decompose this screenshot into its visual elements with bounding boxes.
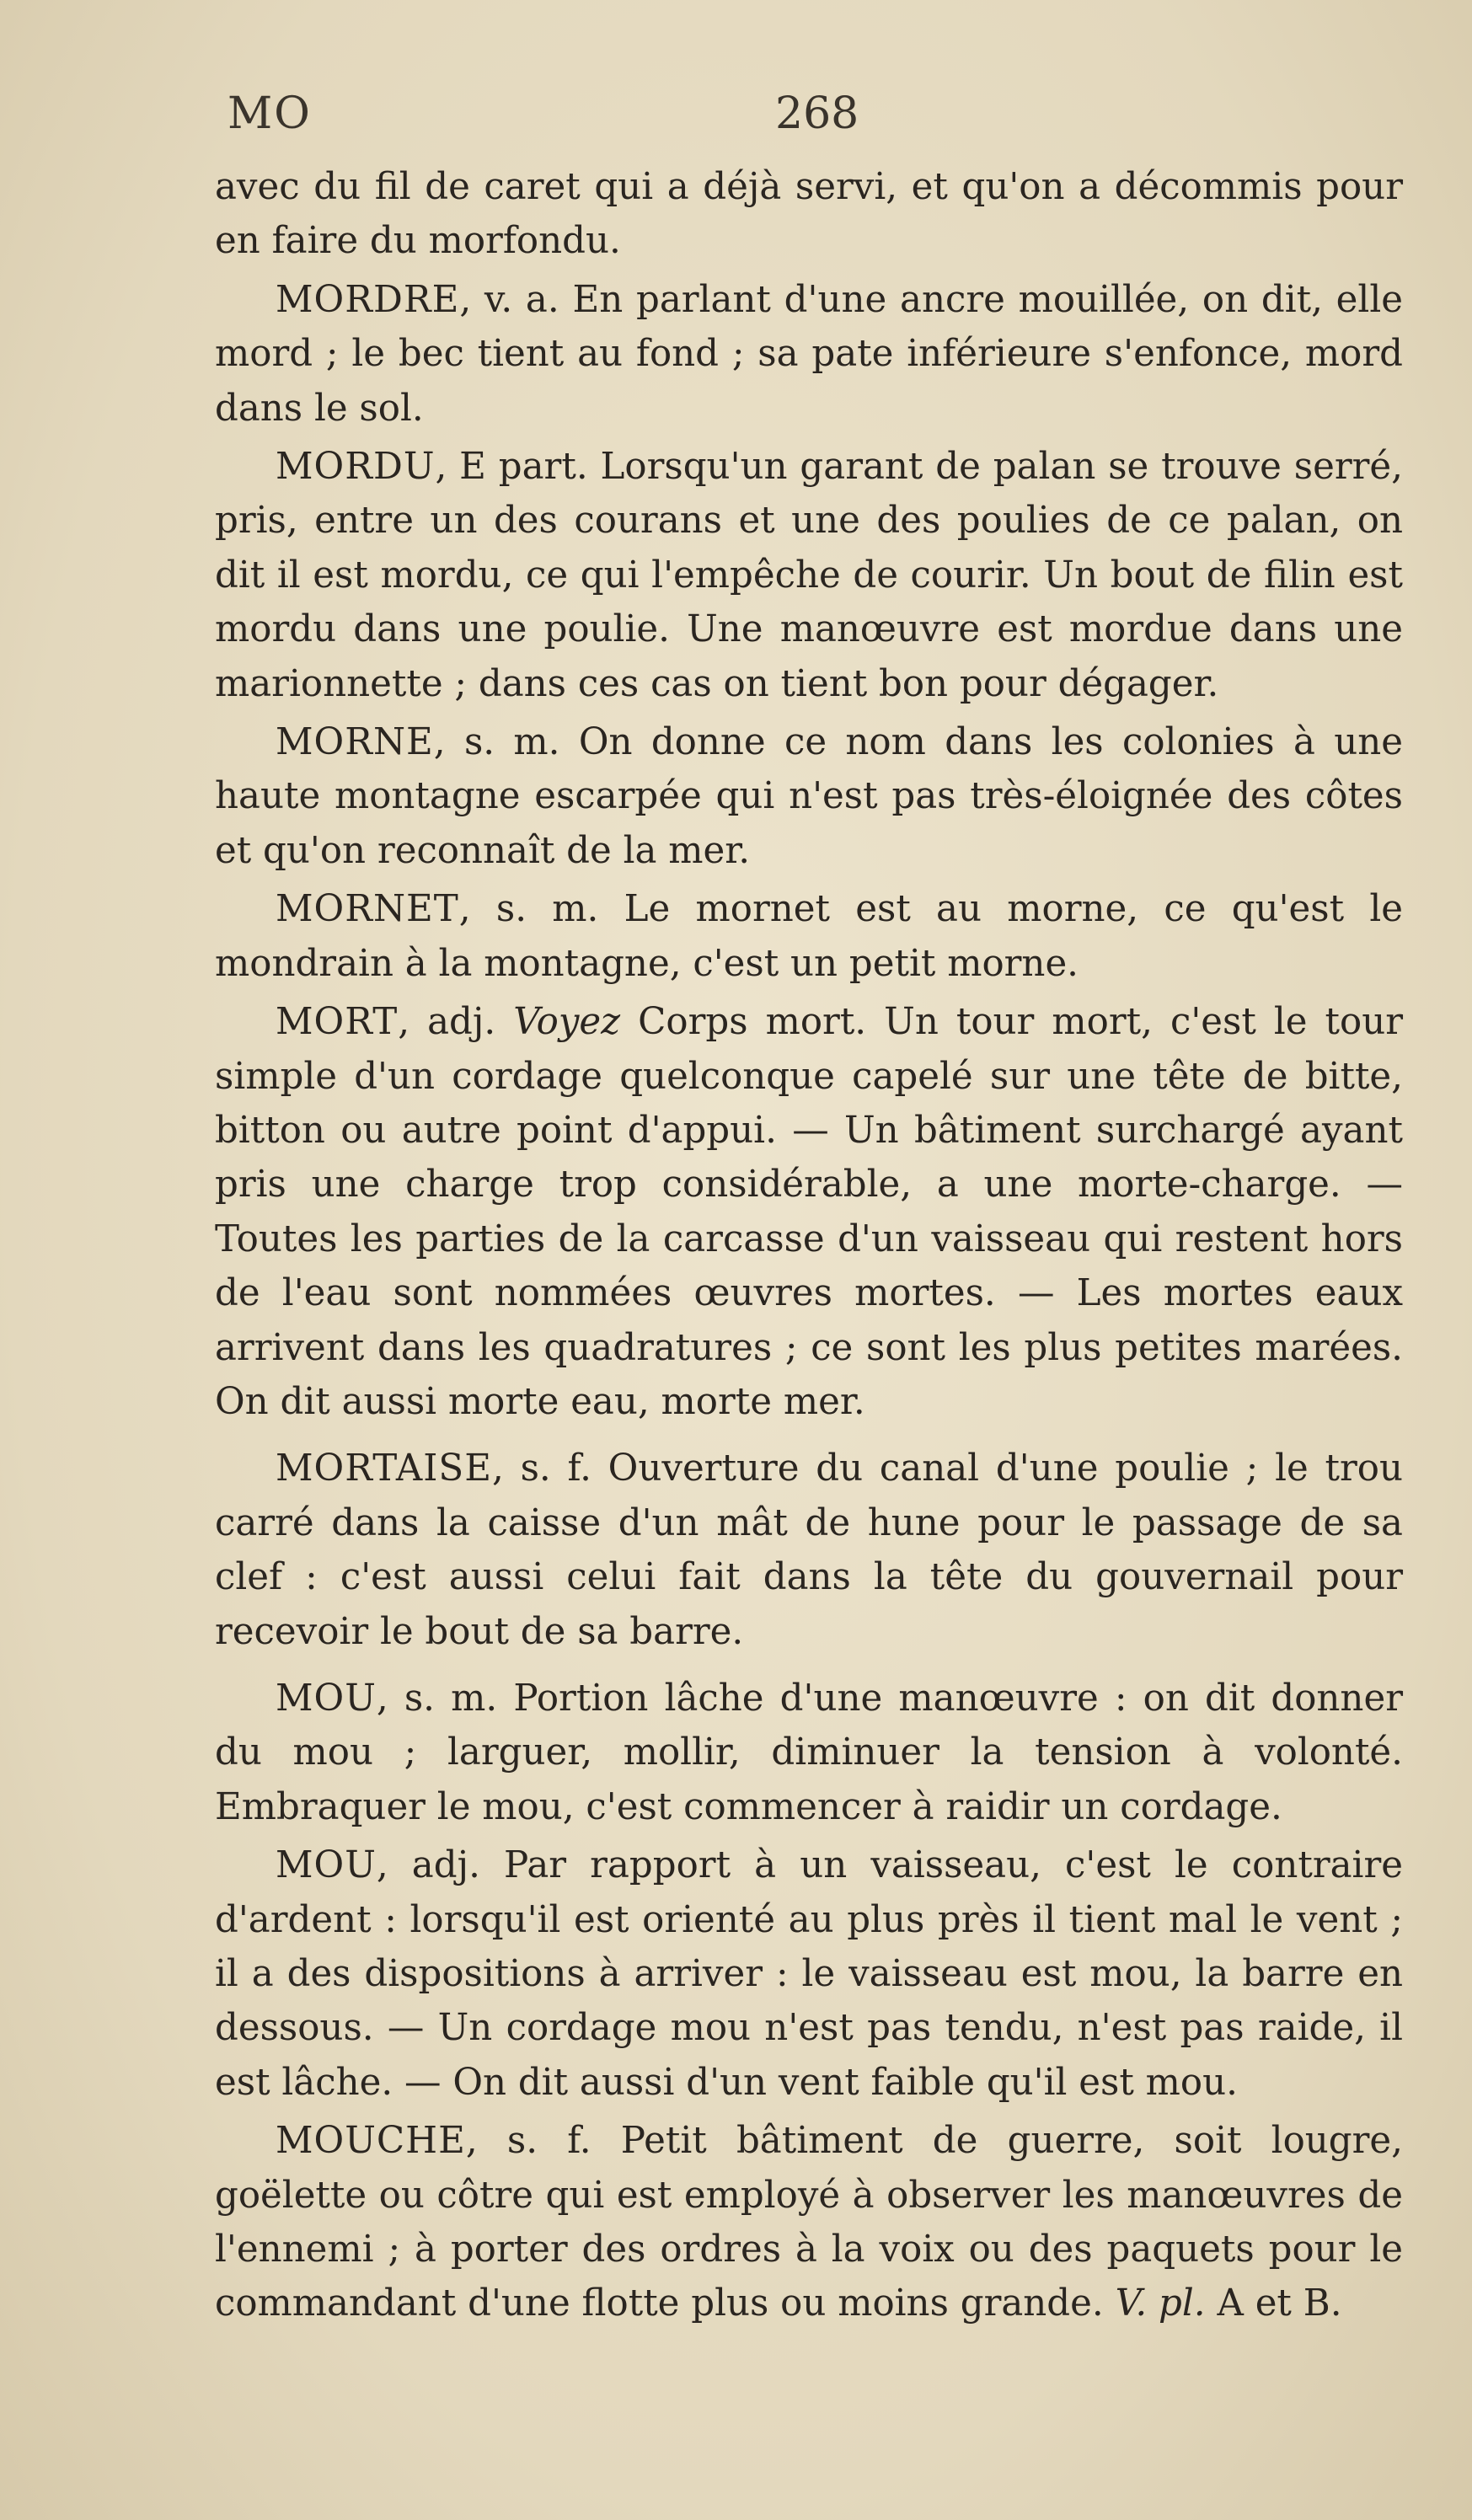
- headword: MOUCHE: [276, 2120, 466, 2163]
- entry-mordu: MORDU, E part. Lorsqu'un garant de palan se trouve serré, pris, entre un des courans et une des poulies de ce palan, on dit il est mordu, ce qui l'empêche de courir. Un bout de filin est mordu dans une poulie. Une manœuvre est mordue dans une marionnette ; dans ces cas on tient bon pour dégager.: [215, 446, 1403, 705]
- entry-mordre: MORDRE, v. a. En parlant d'une ancre mouillée, on dit, elle mord ; le bec tient au fond ; sa pate inférieure s'enfonce, mord dans le sol.: [215, 278, 1403, 430]
- entry-morne: MORNE, s. m. On donne ce nom dans les colonies à une haute montagne escarpée qui n'est pas très-éloignée des côtes et qu'on reconnaît de la mer.: [215, 721, 1403, 872]
- headword: MOU: [276, 1677, 377, 1720]
- page-header: [227, 88, 1390, 156]
- entry-mouche: MOUCHE, s. f. Petit bâtiment de guerre, soit lougre, goëlette ou côtre qui est employé à observer les manœuvres de l'ennemi ; à porter des ordres à la voix ou des paquets pour le commandant d'une flotte plus ou moins grande. V. pl. A et B.: [215, 2120, 1403, 2325]
- headword: MORDU: [276, 446, 436, 489]
- entry-continuation: avec du fil de caret qui a déjà servi, et qu'on a décommis pour en faire du morfondu.: [215, 166, 1403, 263]
- headword: MORNE: [276, 721, 434, 764]
- entry-mou-adj: MOU, adj. Par rapport à un vaisseau, c'est le contraire d'ardent : lorsqu'il est orienté au plus près il tient mal le vent ; il a des dispositions à arriver : le vaisseau est mou, la barre en dessous. — Un cordage mou n'est pas tendu, n'est pas raide, il est lâche. — On dit aussi d'un vent faible qu'il est mou.: [215, 1844, 1403, 2104]
- entry-mou-sm: MOU, s. m. Portion lâche d'une manœuvre : on dit donner du mou ; larguer, mollir, diminuer la tension à volonté. Embraquer le mou, c'est commencer à raidir un cordage.: [215, 1677, 1403, 1828]
- headword: MORT: [276, 1001, 399, 1044]
- running-head: MO: [227, 88, 312, 139]
- headword: MORNET: [276, 888, 459, 931]
- headword: MORDRE: [276, 278, 460, 321]
- dictionary-text: [215, 160, 1403, 2335]
- headword: MOU: [276, 1844, 377, 1887]
- page-number: 268: [775, 88, 859, 139]
- entry-mort: MORT, adj. Voyez Corps mort. Un tour mort, c'est le tour simple d'un cordage quelconque capelé sur une tête de bitte, bitton ou autre point d'appui. — Un bâtiment surchargé ayant pris une charge trop considérable, a une morte-charge. — Toutes les parties de la carcasse d'un vaisseau qui restent hors de l'eau sont nommées œuvres mortes. — Les mortes eaux arrivent dans les quadratures ; ce sont les plus petites marées. On dit aussi morte eau, morte mer.: [215, 1001, 1404, 1423]
- headword: MORTAISE: [276, 1447, 492, 1490]
- entry-mornet: MORNET, s. m. Le mornet est au morne, ce qu'est le mondrain à la montagne, c'est un petit morne.: [215, 888, 1403, 985]
- entry-mortaise: MORTAISE, s. f. Ouverture du canal d'une poulie ; le trou carré dans la caisse d'un mât de hune pour le passage de sa clef : c'est aussi celui fait dans la tête du gouvernail pour recevoir le bout de sa barre.: [215, 1447, 1403, 1653]
